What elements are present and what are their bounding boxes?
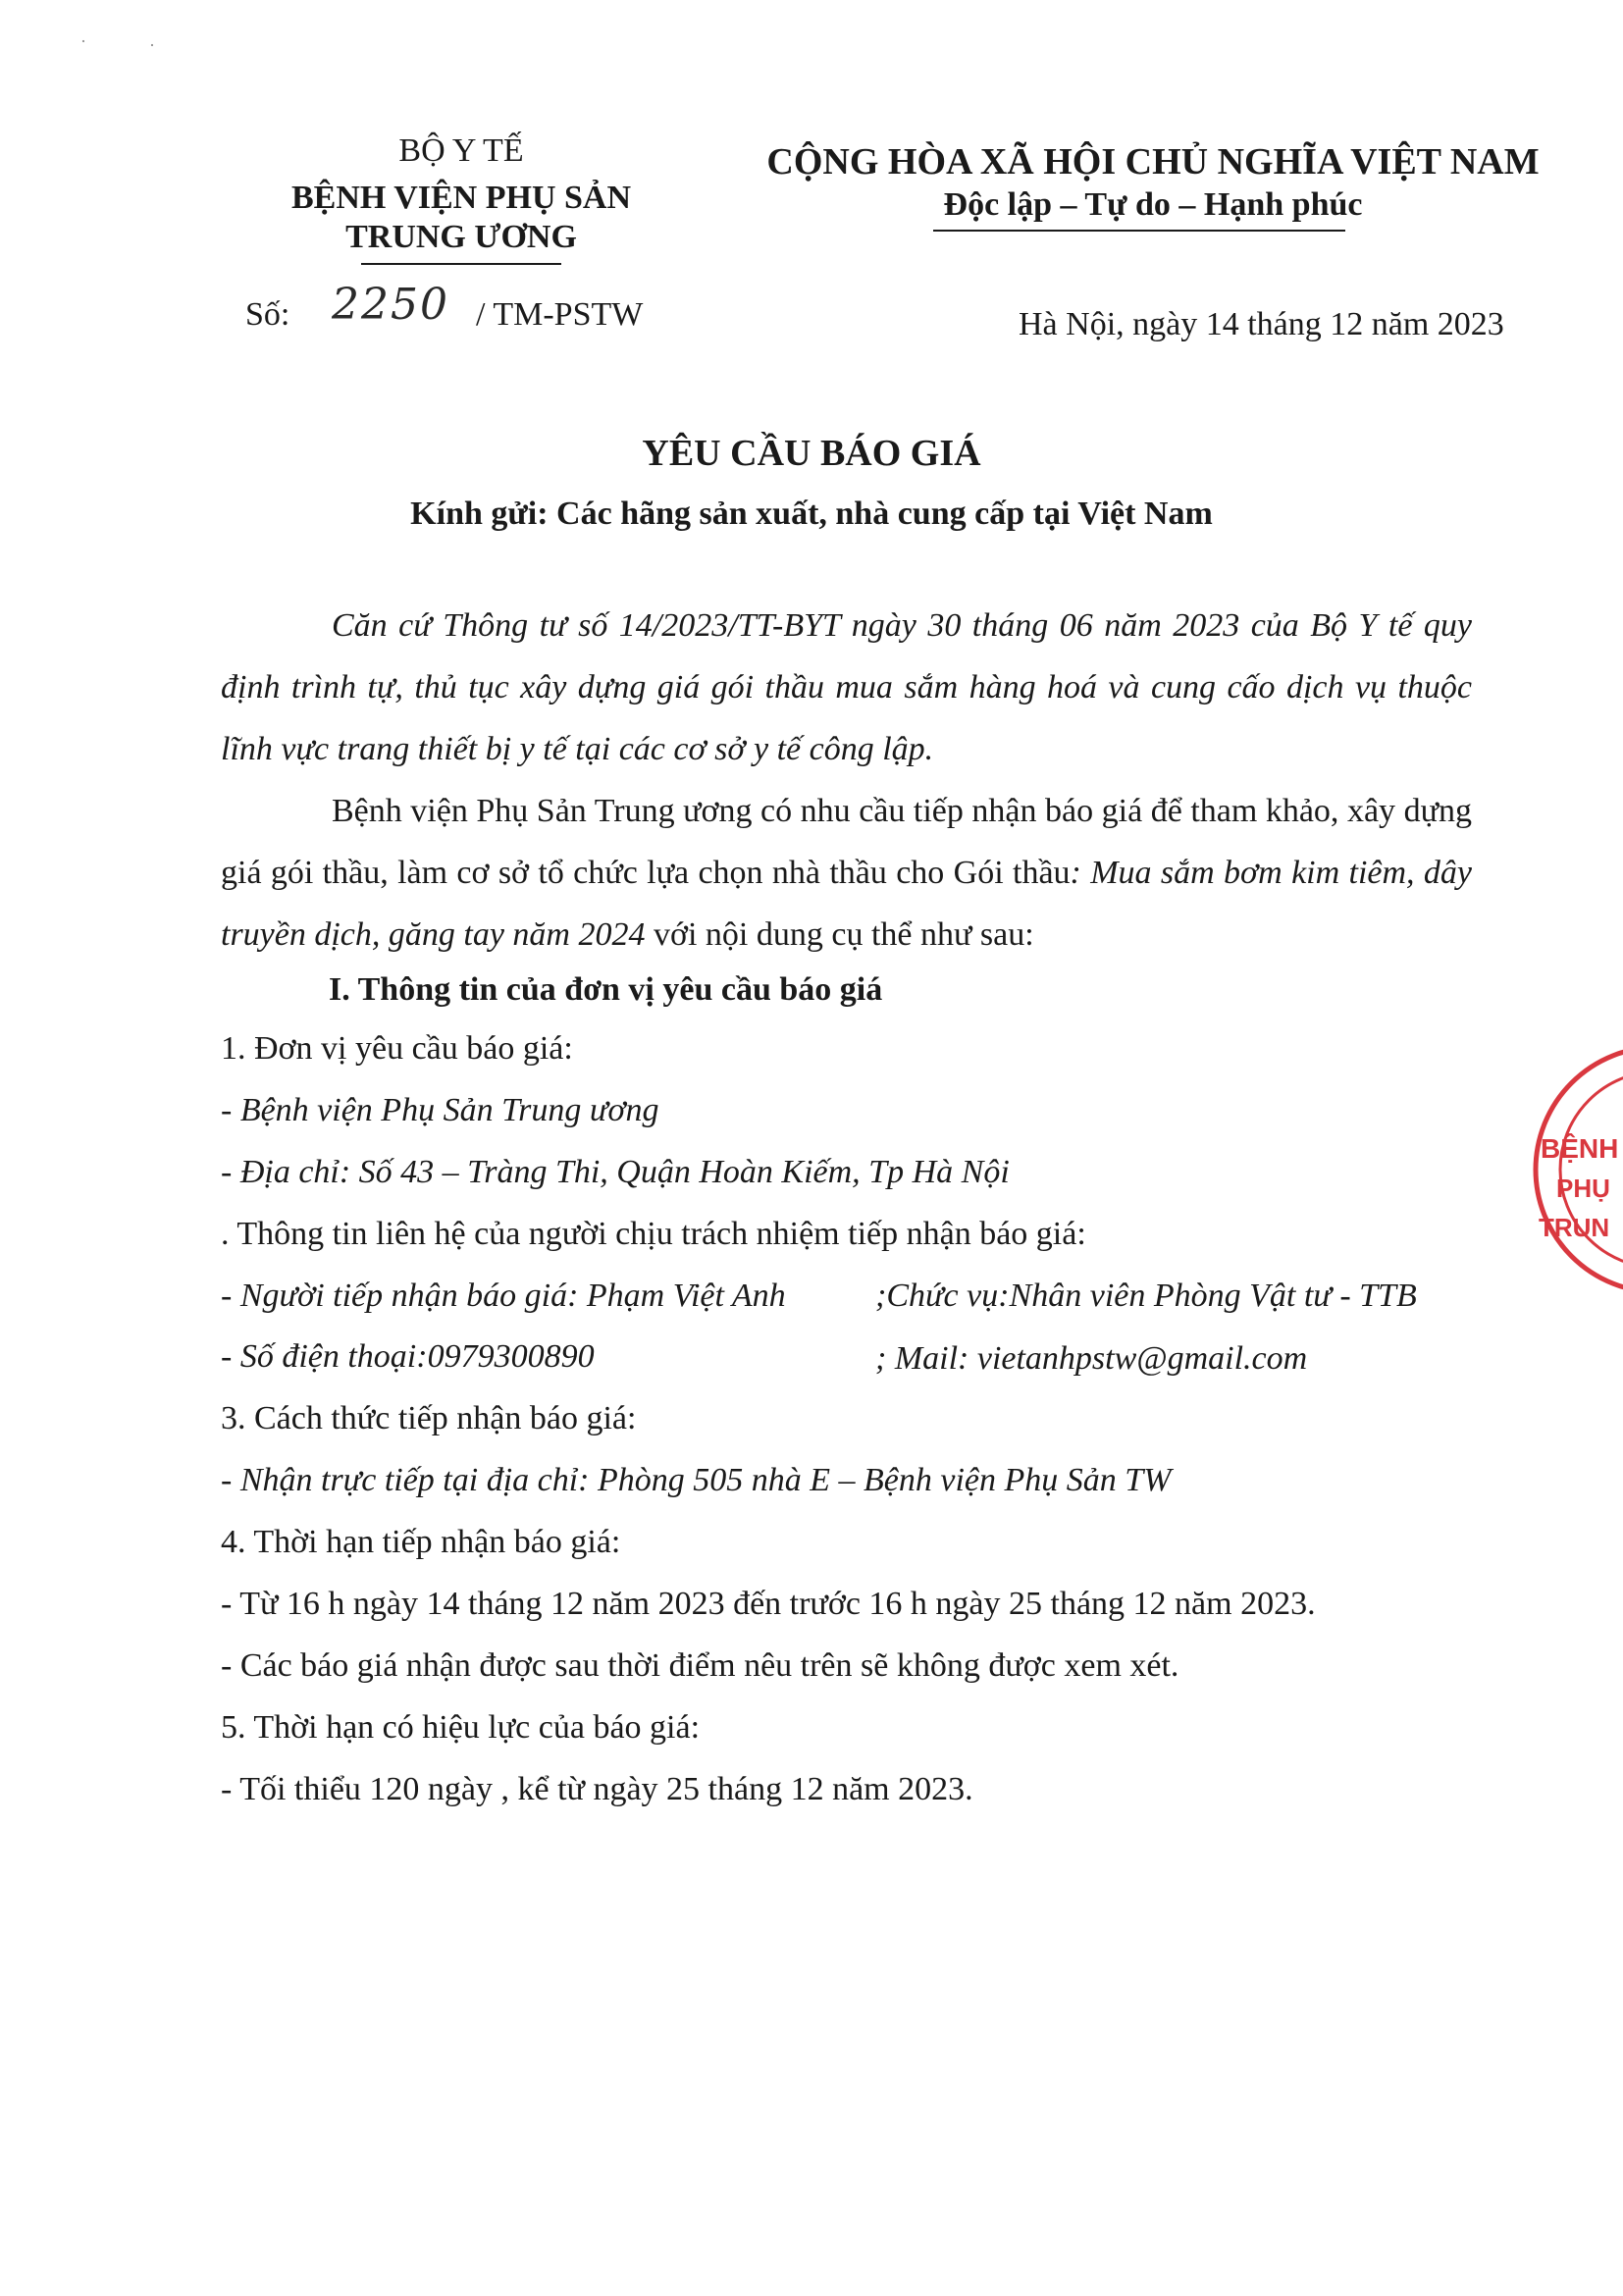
intro-text-after: với nội dung cụ thể như sau:: [645, 916, 1034, 953]
hospital-name-line2: TRUNG ƯƠNG: [345, 219, 577, 255]
item-3-title: 3. Cách thức tiếp nhận báo giá:: [221, 1400, 637, 1436]
document-number-label: Số:: [245, 296, 290, 333]
document-number-suffix: / TM-PSTW: [476, 296, 644, 333]
hospital-name-line1: BỆNH VIỆN PHỤ SẢN: [290, 180, 632, 216]
country-name: CỘNG HÒA XÃ HỘI CHỦ NGHĨA VIỆT NAM: [766, 141, 1540, 183]
stamp-text-line1: BỆNH: [1541, 1133, 1619, 1164]
item-1-title: 1. Đơn vị yêu cầu báo giá:: [221, 1030, 573, 1067]
item-2-mail: ; Mail: vietanhpstw@gmail.com: [875, 1340, 1308, 1377]
date-line: Hà Nội, ngày 14 tháng 12 năm 2023: [1019, 306, 1504, 342]
legal-basis-paragraph: Căn cứ Thông tư số 14/2023/TT-BYT ngày 30 tháng 06 năm 2023 của Bộ Y tế quy định trình tự, thủ tục xây dựng giá gói thầu mua sắm hàng hoá và cung cấo dịch vụ thuộc lĩnh vực trang thiết bị y tế tại các cơ sở y tế công lập.: [221, 607, 1472, 767]
package-name: : Mua sắm bơm kim tiêm, dây truyền dịch, găng tay năm 2024: [221, 855, 1472, 953]
item-4-note: - Các báo giá nhận được sau thời điểm nêu trên sẽ không được xem xét.: [221, 1647, 1179, 1684]
item-4-title: 4. Thời hạn tiếp nhận báo giá:: [221, 1524, 621, 1560]
stamp-text-line3: TRUN: [1539, 1213, 1610, 1242]
motto: Độc lập – Tự do – Hạnh phúc: [943, 186, 1363, 223]
recipient-line: Kính gửi: Các hãng sản xuất, nhà cung cấp tại Việt Nam: [410, 496, 1213, 532]
scan-speck: ·: [80, 31, 86, 51]
item-5-text: - Tối thiểu 120 ngày , kể từ ngày 25 tháng 12 năm 2023.: [221, 1771, 973, 1807]
item-2-title: . Thông tin liên hệ của người chịu trách nhiệm tiếp nhận báo giá:: [221, 1216, 1086, 1252]
motto-underline: [933, 230, 1345, 232]
scan-speck: ·: [149, 35, 155, 55]
section-1-title: I. Thông tin của đơn vị yêu cầu báo giá: [329, 971, 883, 1008]
item-2-person: - Người tiếp nhận báo giá: Phạm Việt Anh: [221, 1278, 786, 1314]
item-1-address: - Địa chỉ: Số 43 – Tràng Thi, Quận Hoàn Kiếm, Tp Hà Nội: [221, 1154, 1010, 1190]
ministry-name: BỘ Y TẾ: [398, 132, 524, 169]
item-1-name: - Bệnh viện Phụ Sản Trung ương: [221, 1092, 659, 1128]
intro-text-before: Bệnh viện Phụ Sản Trung ương có nhu cầu tiếp nhận báo giá để tham khảo, xây dựng giá gói thầu, làm cơ sở tổ chức lựa chọn nhà thầu cho Gói thầu: [221, 793, 1472, 891]
stamp-graphic: [1482, 1038, 1623, 1301]
document-number-handwritten: 2250: [332, 280, 449, 330]
hospital-underline: [361, 263, 561, 265]
item-5-title: 5. Thời hạn có hiệu lực của báo giá:: [221, 1709, 701, 1746]
item-3-text: - Nhận trực tiếp tại địa chỉ: Phòng 505 nhà E – Bệnh viện Phụ Sản TW: [221, 1462, 1172, 1498]
item-2-phone: - Số điện thoại:0979300890: [221, 1338, 595, 1375]
intro-paragraph: [221, 780, 1472, 965]
item-2-position: ;Chức vụ:Nhân viên Phòng Vật tư - TTB: [875, 1278, 1417, 1314]
item-4-period: - Từ 16 h ngày 14 tháng 12 năm 2023 đến trước 16 h ngày 25 tháng 12 năm 2023.: [221, 1586, 1316, 1622]
document-title: YÊU CẦU BÁO GIÁ: [642, 433, 981, 474]
stamp-text-line2: PHỤ: [1556, 1174, 1610, 1203]
official-stamp: [1482, 1038, 1623, 1301]
